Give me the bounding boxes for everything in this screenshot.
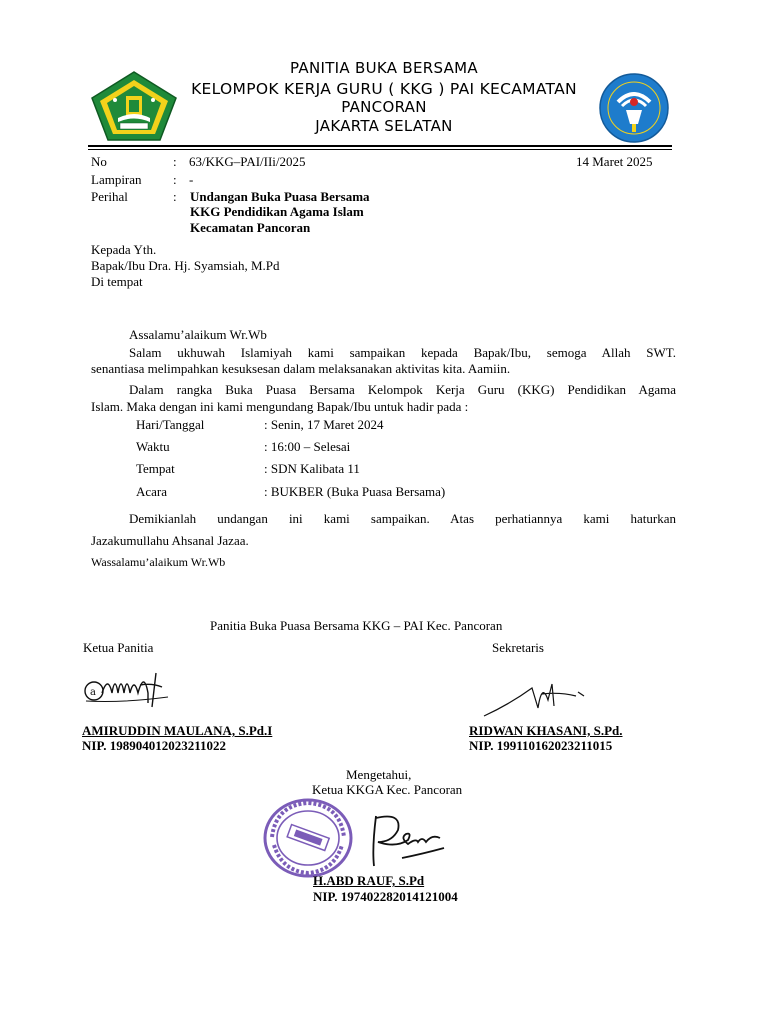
number-colon: : [173,154,177,169]
number-label: No [91,154,107,169]
recipient-salutation: Kepada Yth. [91,242,157,257]
detail-label-place: Tempat [136,461,175,476]
detail-value-event-code: : BUKBER [264,484,324,499]
detail-label-event: Acara [136,484,168,499]
detail-label-time: Waktu [136,439,170,454]
chair-name: AMIRUDDIN MAULANA, S.Pd.I [82,723,273,738]
letterhead-rule-thin [88,149,672,150]
head-name: H.ABD RAUF, S.Pd [313,873,425,888]
letterhead-rule-thick [88,145,672,147]
detail-label-date: Hari/Tanggal [136,417,205,432]
letter-number: 63/KKG–PAI/IIi/2025 [189,154,306,169]
secretary-nip: NIP. 199110162023211015 [469,738,613,753]
svg-text:a: a [90,687,96,698]
detail-value-date: : Senin, 17 Maret 2024 [264,417,384,432]
paragraph-2-line-1: Dalam rangka Buka Puasa Bersama Kelompok Kerja Guru (KKG) Pendidikan Agama [129,382,676,397]
letterhead-title: PANITIA BUKA BERSAMA [290,59,478,77]
head-nip: NIP. 197402282014121004 [313,889,458,904]
secretary-role: Sekretaris [492,640,544,655]
letterhead-district: PANCORAN [341,98,427,116]
committee-title: Panitia Buka Puasa Bersama KKG – PAI Kec. Pancoran [210,618,503,633]
recipient-name: Bapak/Ibu Dra. Hj. Syamsiah, M.Pd [91,258,280,273]
detail-value-time: : 16:00 – Selesai [264,439,351,454]
acknowledged-label: Mengetahui, [346,767,412,782]
letter-date: 14 Maret 2025 [576,154,653,169]
detail-value-place: : SDN Kalibata 11 [264,461,360,476]
secretary-signature [480,674,590,720]
head-signature [362,808,452,870]
attachment-value: - [189,172,194,187]
chair-nip: NIP. 198904012023211022 [82,738,226,753]
secretary-name: RIDWAN KHASANI, S.Pd. [469,723,623,738]
subject-colon: : [173,189,177,204]
paragraph-1-line-1: Salam ukhuwah Islamiyah kami sampaikan kepada Bapak/Ibu, semoga Allah SWT. [129,345,676,360]
subject-line-2: KKG Pendidikan Agama Islam [190,204,364,219]
closing-line-2: Jazakumullahu Ahsanal Jazaa. [91,533,249,548]
head-role: Ketua KKGA Kec. Pancoran [312,782,463,797]
detail-value-event-desc: (Buka Puasa Bersama) [323,484,446,499]
greeting: Assalamu’alaikum Wr.Wb [129,327,267,342]
letterhead-city: JAKARTA SELATAN [315,117,453,135]
chair-role: Ketua Panitia [83,640,154,655]
subject-line-3: Kecamatan Pancoran [190,220,311,235]
attachment-label: Lampiran [91,172,142,187]
paragraph-1-line-2: senantiasa melimpahkan kesuksesan dalam melaksanakan aktivitas kita. Aamiin. [91,361,511,376]
paragraph-2-line-2: Islam. Maka dengan ini kami mengundang Bapak/Ibu untuk hadir pada : [91,399,469,414]
attachment-colon: : [173,172,177,187]
subject-label: Perihal [91,189,128,204]
subject-line-1: Undangan Buka Puasa Bersama [190,189,370,204]
closing-line-1: Demikianlah undangan ini kami sampaikan. Atas perhatiannya kami haturkan [129,511,676,526]
recipient-place: Di tempat [91,274,143,289]
chair-signature [82,663,182,711]
farewell: Wassalamu’alaikum Wr.Wb [91,555,226,569]
letterhead-organization: KELOMPOK KERJA GURU ( KKG ) PAI KECAMATAN [191,80,577,98]
detail-value-event [264,484,445,500]
organization-stamp [262,797,354,879]
